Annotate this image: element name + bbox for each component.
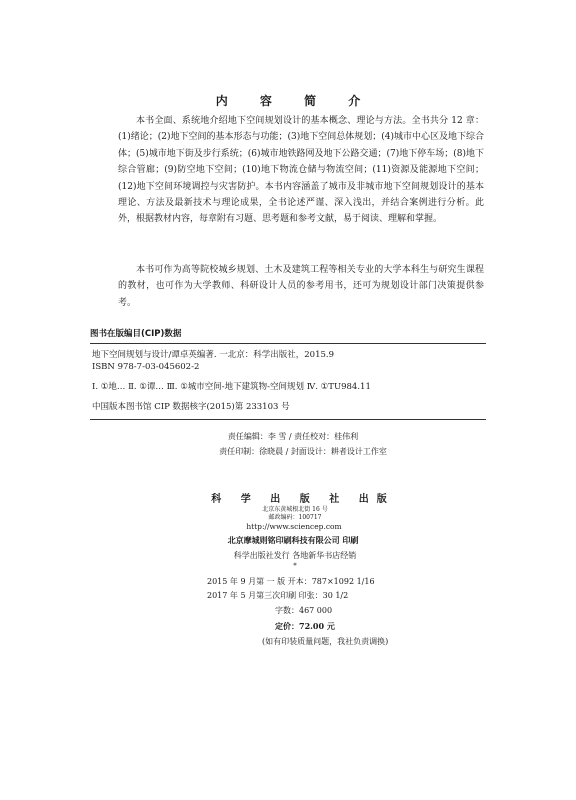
- cip-record-number: 中国版本图书馆 CIP 数据核字(2015)第 233103 号: [92, 402, 290, 412]
- word-count: 字数：467 000: [275, 606, 333, 615]
- printer-line: 北京摩城则铭印刷科技有限公司 印刷: [227, 535, 359, 545]
- edition-line: 2015 年 9 月第 一 版 开本：787×1092 1/16: [207, 577, 375, 586]
- content-intro-title: 内 容 简 介: [215, 94, 375, 108]
- cip-subject-line: Ⅰ. ①地… Ⅱ. ①谭… Ⅲ. ①城市空间-地下建筑物-空间规划 Ⅳ. ①TU984.11: [92, 382, 371, 392]
- publisher-postcode: 邮政编码：100717: [268, 514, 322, 521]
- distribution-line: 科学出版社发行 各地新华书店经销: [233, 551, 357, 560]
- content-intro-paragraph-1: 本书全面、系统地介绍地下空间规划设计的基本概念、理论与方法。全书共分 12 章：(1)绪论；(2)地下空间的基本形态与功能；(3)地下空间总体规划；(4)城市中心区及地下综合体；(5)城市地下街及步行系统；(6)城市地铁路网及地下公路交通；(7)地下停车场；(8)地下综合管廊；(9)防空地下空间；(10)地下物流仓储与物流空间；(11)资源及能源地下空间；(12)地下空间环境调控与灾害防护。本书内容涵盖了城市及非城市地下空间规划设计的基本理论、方法及最新技术与理论成果，全书论述严谨、深入浅出，并结合案例进行分析。此外，根据教材内容，每章附有习题、思考题和参考文献，易于阅读、理解和掌握。: [118, 116, 484, 225]
- price: 定价：72.00 元: [275, 621, 335, 631]
- cip-top-rule: [90, 343, 486, 344]
- cip-heading: 图书在版编目(CIP)数据: [90, 329, 182, 339]
- separator-star: *: [293, 562, 297, 570]
- publisher-address: 北京东黄城根北街 16 号: [262, 506, 328, 513]
- publisher-website: http://www.sciencep.com: [246, 522, 342, 531]
- cip-title-line: 地下空间规划与设计/谭卓英编著. 一北京：科学出版社，2015.9: [92, 350, 335, 360]
- cip-bottom-rule: [90, 419, 486, 420]
- printing-line: 2017 年 5 月第三次印刷 印张：30 1/2: [207, 591, 349, 600]
- production-credits: 责任印制：徐晓晨 / 封面设计：耕者设计工作室: [219, 447, 387, 456]
- content-intro-paragraph-2: 本书可作为高等院校城乡规划、土木及建筑工程等相关专业的大学本科生与研究生课程的教材，也可作为大学教师、科研设计人员的参考用书，还可为规划设计部门决策提供参考。: [118, 265, 484, 308]
- quality-notice: (如有印装质量问题，我社负责调换): [262, 637, 389, 646]
- cip-isbn: ISBN 978-7-03-045602-2: [92, 362, 200, 372]
- publisher-name: 科 学 出 版 社 出版: [211, 494, 395, 505]
- editor-credits: 责任编辑：李 雪 / 责任校对：桂伟利: [227, 432, 359, 441]
